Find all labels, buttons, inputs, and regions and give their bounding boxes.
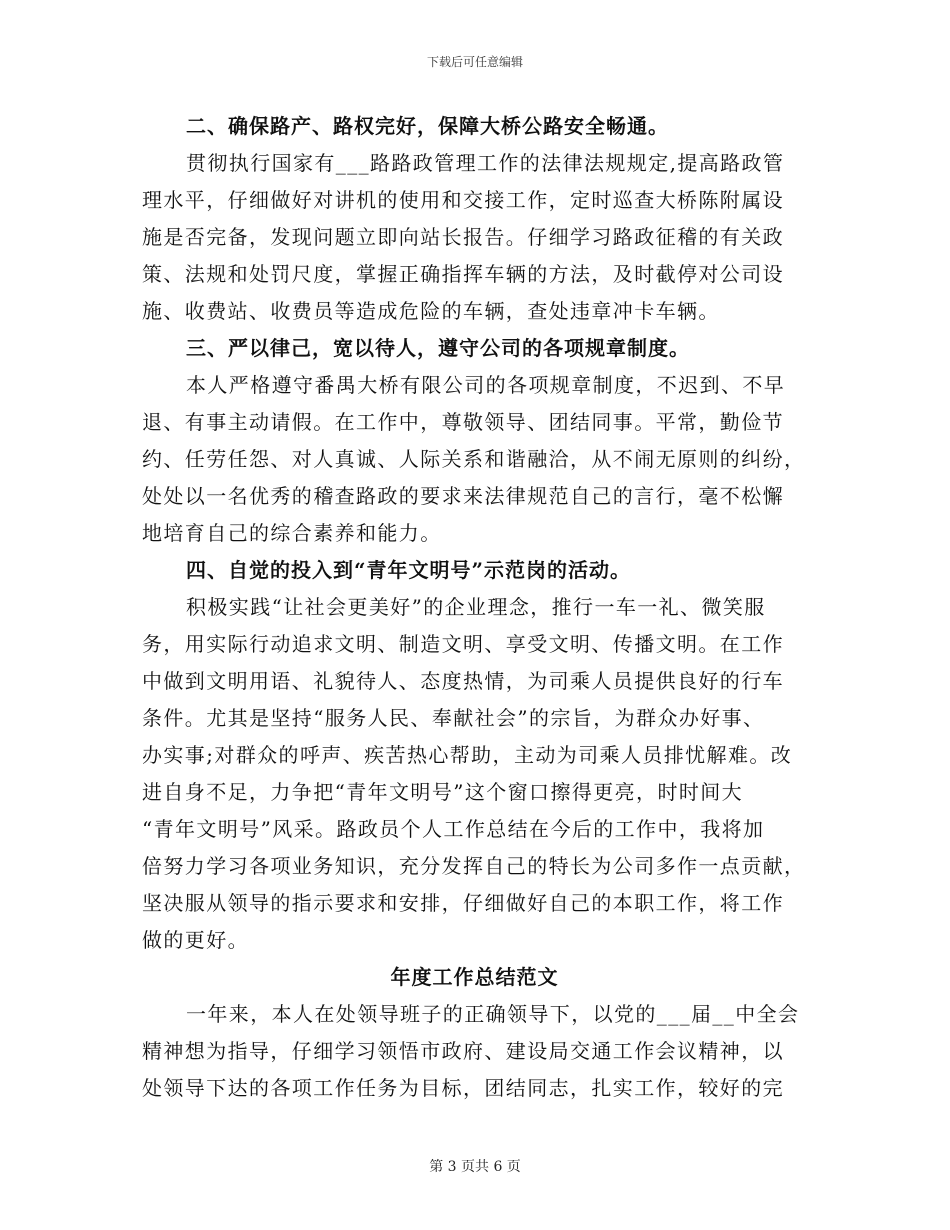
paragraph-line: 坚决服从领导的指示要求和安排，仔细做好自己的本职工作，将工作	[142, 891, 784, 915]
paragraph-line: 条件。尤其是坚持“服务人民、奉献社会”的宗旨，为群众办好事、	[142, 706, 765, 730]
paragraph-line: 施、收费站、收费员等造成危险的车辆，查处违章冲卡车辆。	[142, 299, 720, 323]
paragraph-line: 贯彻执行国家有___路路政管理工作的法律法规规定,提高路政管	[186, 151, 785, 175]
document-body	[142, 108, 807, 1107]
paragraph-line: 中做到文明用语、礼貌待人、态度热情，为司乘人员提供良好的行车	[142, 669, 784, 693]
section-heading-2: 二、确保路产、路权完好，保障大桥公路安全畅通。	[186, 114, 669, 138]
paragraph-line: 进自身不足，力争把“青年文明号”这个窗口擦得更亮，时时间大	[142, 780, 744, 804]
paragraph-line: 本人严格遵守番禺大桥有限公司的各项规章制度，不迟到、不早	[186, 373, 786, 397]
paragraph-line: 办实事;对群众的呼声、疾苦热心帮助，主动为司乘人员排忧解难。改	[142, 743, 793, 767]
paragraph-line: 理水平，仔细做好对讲机的使用和交接工作，定时巡查大桥陈附属设	[142, 188, 784, 212]
section-heading-4: 四、自觉的投入到“青年文明号”示范岗的活动。	[186, 558, 632, 582]
paragraph-line: 地培育自己的综合素养和能力。	[142, 521, 442, 545]
paragraph-line: 约、任劳任怨、对人真诚、人际关系和谐融洽，从不闹无原则的纠纷，	[142, 447, 806, 471]
section-paragraph-3	[142, 367, 807, 552]
paragraph-line: 处领导下达的各项工作任务为目标，团结同志，扎实工作，较好的完	[142, 1076, 784, 1100]
paragraph-line: 策、法规和处罚尺度，掌握正确指挥车辆的方法，及时截停对公司设	[142, 262, 784, 286]
paragraph-line: “青年文明号”风采。路政员个人工作总结在今后的工作中，我将加	[142, 817, 765, 841]
paragraph-line: 施是否完备，发现问题立即向站长报告。仔细学习路政征稽的有关政	[142, 225, 784, 249]
section-heading-3: 三、严以律己，宽以待人，遵守公司的各项规章制度。	[186, 336, 690, 360]
article-title: 年度工作总结范文	[390, 965, 559, 989]
paragraph-line: 倍努力学习各项业务知识，充分发挥自己的特长为公司多作一点贡献，	[142, 854, 806, 878]
article-paragraph	[142, 996, 807, 1107]
paragraph-line: 积极实践“让社会更美好”的企业理念，推行一车一礼、微笑服	[186, 595, 766, 619]
paragraph-line: 做的更好。	[142, 928, 249, 952]
page-header-note: 下载后可任意编辑	[426, 55, 523, 69]
section-paragraph-2	[142, 145, 807, 330]
section-paragraph-4	[142, 589, 807, 959]
paragraph-line: 一年来，本人在处领导班子的正确领导下，以党的___届__中全会	[186, 1002, 800, 1026]
paragraph-line: 务，用实际行动追求文明、制造文明、享受文明、传播文明。在工作	[142, 632, 784, 656]
paragraph-line: 精神想为指导，仔细学习领悟市政府、建设局交通工作会议精神，以	[142, 1039, 784, 1063]
page-number: 第 3 页共 6 页	[429, 1159, 521, 1175]
paragraph-line: 处处以一名优秀的稽查路政的要求来法律规范自己的言行，毫不松懈	[142, 484, 784, 508]
paragraph-line: 退、有事主动请假。在工作中，尊敬领导、团结同事。平常，勤俭节	[142, 410, 784, 434]
